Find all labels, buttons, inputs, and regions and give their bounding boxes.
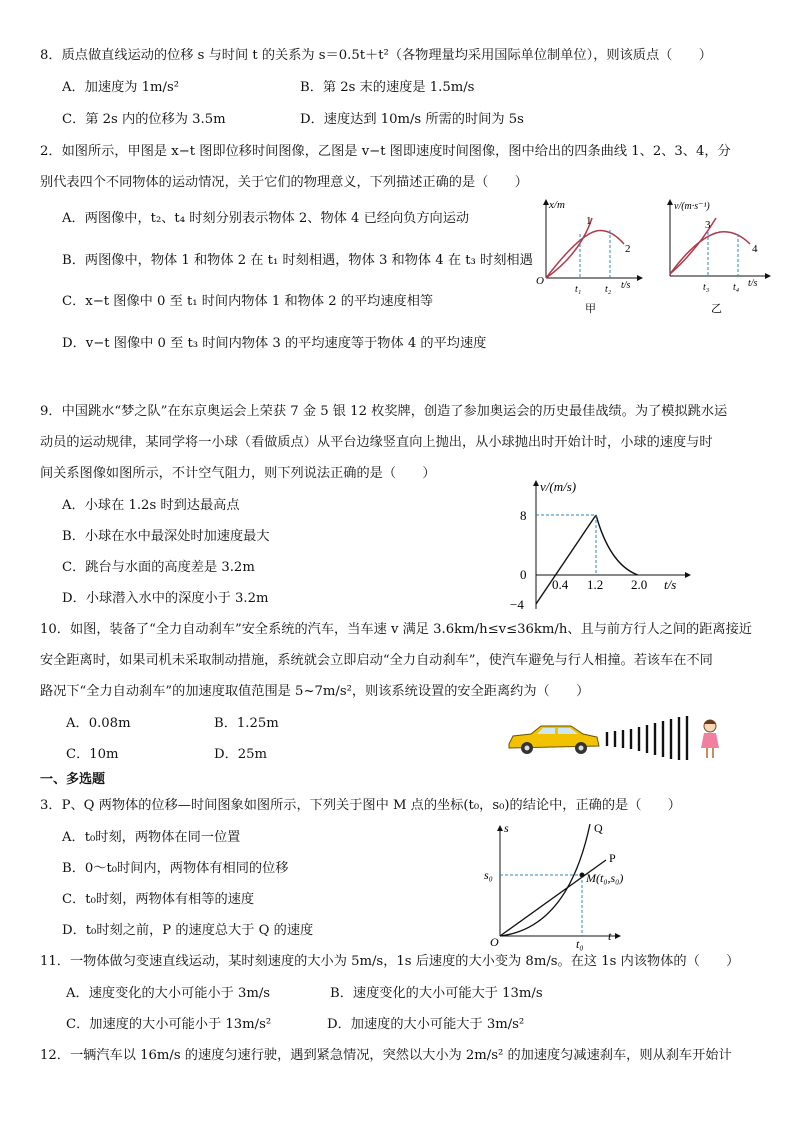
x1-label: 0.4 <box>552 577 569 592</box>
label-curve-3: 3 <box>705 219 711 231</box>
curve-4 <box>670 232 750 274</box>
ylabel: v/(m/s) <box>540 479 577 494</box>
q9-option-c: C．跳台与水面的高度差是 3.2m <box>62 560 255 575</box>
x2-label: 1.2 <box>587 577 604 592</box>
q2-vt-graph <box>658 196 783 316</box>
q9-option-d: D．小球潜入水中的深度小于 3.2m <box>62 591 269 606</box>
q10-stem-line2: 安全距离时，如果司机未采取制动措施，系统就会立即启动“全力自动刹车”，使汽车避免与行人相撞。若该车在不同 <box>40 653 713 668</box>
y-zero-label: 0 <box>520 567 527 582</box>
q12-stem: 12．一辆汽车以 16m/s 的速度匀速行驶，遇到紧急情况，突然以大小为 2m/s² 的加速度匀减速刹车，则从刹车开始计 <box>40 1048 732 1063</box>
t4-label: t₄ <box>733 282 740 293</box>
curve-2 <box>546 231 624 278</box>
q10-option-c: C．10m <box>66 747 119 762</box>
q2-option-c: C．x−t 图像中 0 至 t₁ 时间内物体 1 和物体 2 的平均速度相等 <box>62 294 434 309</box>
q10-stem-line3: 路况下“全力自动刹车”的加速度取值范围是 5~7m/s²，则该系统设置的安全距离约为（ ） <box>40 684 590 699</box>
q10-option-a: A．0.08m <box>66 716 131 731</box>
q8-option-c: C．第 2s 内的位移为 3.5m <box>62 112 226 127</box>
caption: 甲 <box>585 303 596 315</box>
q2-xt-graph <box>530 196 650 316</box>
q8-stem: 8．质点做直线运动的位移 s 与时间 t 的关系为 s＝0.5t＋t²（各物理量均采用国际单位制单位），则该质点（ ） <box>40 48 712 63</box>
q3-option-d: D．t₀时刻之前，P 的速度总大于 Q 的速度 <box>62 923 314 938</box>
q8-option-d: D．速度达到 10m/s 所需的时间为 5s <box>300 112 524 127</box>
m-label: M(t₀,s₀) <box>586 871 624 885</box>
xlabel: t/s <box>748 278 758 289</box>
q9-option-b: B．小球在水中最深处时加速度最大 <box>62 529 270 544</box>
section-heading-multiple-choice: 一、多选题 <box>40 772 106 787</box>
pedestrian-icon <box>701 720 719 758</box>
q10-stem-line1: 10．如图，装备了“全力自动刹车”安全系统的汽车，当车速 v 满足 3.6km/h≤v≤36km/h、且与前方行人之间的距离接近 <box>40 622 752 637</box>
q8-option-b: B．第 2s 末的速度是 1.5m/s <box>300 80 475 95</box>
t0-label: t₀ <box>576 937 584 951</box>
q10-car-illustration <box>505 712 730 762</box>
q11-option-d: D．加速度的大小可能大于 3m/s² <box>327 1017 525 1032</box>
car-icon <box>509 726 599 754</box>
q11-option-b: B．速度变化的大小可能大于 13m/s <box>330 986 543 1001</box>
q11-stem: 11．一物体做匀变速直线运动，某时刻速度的大小为 5m/s，1s 后速度的大小变为 8m/s。在这 1s 内该物体的（ ） <box>40 954 740 969</box>
q2-option-b: B．两图像中，物体 1 和物体 2 在 t₁ 时刻相遇，物体 3 和物体 4 在 t₃ 时刻相遇 <box>62 253 533 268</box>
point-m <box>580 873 585 878</box>
s-axis-label: s <box>504 821 509 835</box>
xlabel: t/s <box>621 280 631 291</box>
label-curve-2: 2 <box>625 243 631 255</box>
q2-option-d: D．v−t 图像中 0 至 t₃ 时间内物体 3 的平均速度等于物体 4 的平均速度 <box>62 336 487 351</box>
q2-stem-line1: 2．如图所示，甲图是 x−t 图即位移时间图像，乙图是 v−t 图即速度时间图像，图中给出的四条曲线 1、2、3、4，分 <box>40 144 731 159</box>
q3-stem: 3．P、Q 两物体的位移—时间图象如图所示，下列关于图中 M 点的坐标(t₀，s₀)的结论中，正确的是（ ） <box>40 798 681 813</box>
y-bottom-label: −4 <box>510 597 524 612</box>
t1-label: t₁ <box>575 284 582 295</box>
q3-option-b: B．0～t₀时间内，两物体有相同的位移 <box>62 861 289 876</box>
origin: O <box>536 275 544 287</box>
caption: 乙 <box>711 303 722 315</box>
q3-st-graph <box>478 818 638 953</box>
origin: O <box>490 935 499 949</box>
t3-label: t₃ <box>703 282 710 293</box>
q9-option-a: A．小球在 1.2s 时到达最高点 <box>62 498 240 513</box>
q2-stem-line2: 别代表四个不同物体的运动情况，关于它们的物理意义，下列描述正确的是（ ） <box>40 175 528 190</box>
q11-option-a: A．速度变化的大小可能小于 3m/s <box>66 986 271 1001</box>
q9-stem-line1: 9．中国跳水“梦之队”在东京奥运会上荣获 7 金 5 银 12 枚奖牌，创造了参加奥运会的历史最佳战绩。为了模拟跳水运 <box>40 404 728 419</box>
t-axis-label: t <box>608 929 612 943</box>
label-curve-1: 1 <box>586 215 592 227</box>
q10-option-d: D．25m <box>214 747 268 762</box>
q2-option-a: A．两图像中，t₂、t₄ 时刻分别表示物体 2、物体 4 已经向负方向运动 <box>62 211 470 226</box>
s0-label: s₀ <box>484 868 493 882</box>
label-curve-4: 4 <box>752 243 758 255</box>
q10-option-b: B．1.25m <box>214 716 279 731</box>
label-p: P <box>609 851 616 865</box>
t2-label: t₂ <box>605 284 612 295</box>
q3-option-c: C．t₀时刻，两物体有相等的速度 <box>62 892 255 907</box>
label-q: Q <box>594 821 603 835</box>
q8-option-a: A．加速度为 1m/s² <box>62 80 180 95</box>
q3-option-a: A．t₀时刻，两物体在同一位置 <box>62 830 241 845</box>
q11-option-c: C．加速度的大小可能小于 13m/s² <box>66 1017 272 1032</box>
x3-label: 2.0 <box>631 577 648 592</box>
q9-vt-graph <box>500 475 700 615</box>
q9-stem-line2: 动员的运动规律，某同学将一小球（看做质点）从平台边缘竖直向上抛出，从小球抛出时开始计时，小球的速度与时 <box>40 435 713 450</box>
ylabel: x/m <box>549 199 565 211</box>
xlabel: t/s <box>664 577 677 592</box>
ylabel: v/(m·s⁻¹) <box>674 201 710 212</box>
signal-waves-icon <box>607 716 687 760</box>
q9-stem-line3: 间关系图像如图所示，不计空气阻力，则下列说法正确的是（ ） <box>40 466 436 481</box>
y-top-label: 8 <box>520 508 527 523</box>
water-curve <box>596 515 638 575</box>
curve-q <box>500 824 590 936</box>
